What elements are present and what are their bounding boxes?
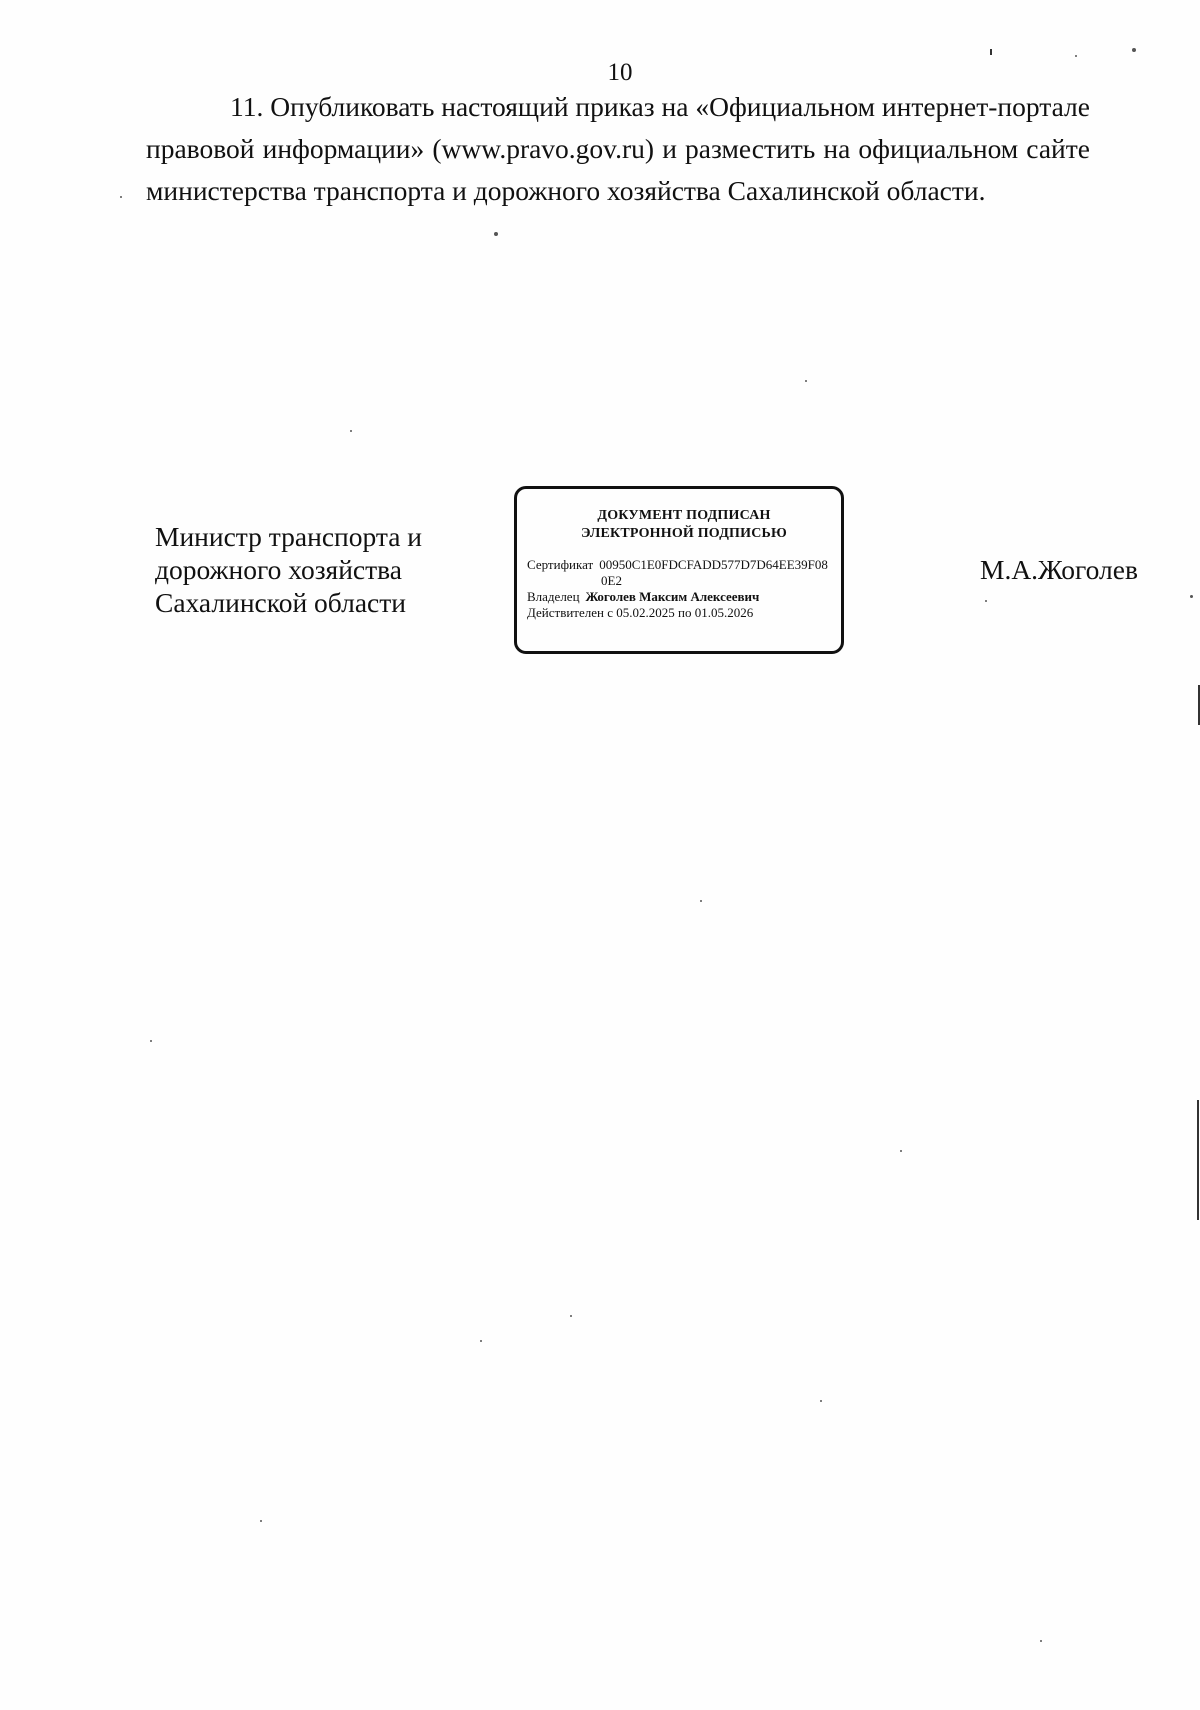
stamp-certificate-value-tail: 0E2 xyxy=(601,573,622,588)
stamp-owner-label: Владелец xyxy=(527,589,580,604)
electronic-signature-stamp xyxy=(514,486,844,654)
signer-title xyxy=(155,520,495,619)
stamp-validity: Действителен с 05.02.2025 по 01.05.2026 xyxy=(527,605,754,620)
signer-title-line: Сахалинской области xyxy=(155,587,406,618)
stamp-heading-line: ДОКУМЕНТ ПОДПИСАН xyxy=(597,508,771,523)
stamp-certificate xyxy=(527,557,831,573)
signer-title-line: дорожного хозяйства xyxy=(155,554,402,585)
stamp-owner-value: Жоголев Максим Алексеевич xyxy=(585,589,760,604)
page-number: 10 xyxy=(607,59,633,86)
signer-title-line: Министр транспорта и xyxy=(155,521,423,552)
stamp-certificate-label: Сертификат xyxy=(527,557,594,572)
stamp-heading-line: ЭЛЕКТРОННОЙ ПОДПИСЬЮ xyxy=(581,526,787,541)
paragraph-11: 11. Опубликовать настоящий приказ на «Официальном интернет-портале правовой информации» (www.pravo.gov.ru) и разместить на официальном сайте министерства транспорта и дорожного хозяйства Сахалинской области. xyxy=(146,91,1090,206)
signer-name: М.А.Жоголев xyxy=(980,554,1138,585)
stamp-owner xyxy=(527,589,831,605)
stamp-certificate-value: 00950C1E0FDCFADD577D7D64EE39F08 xyxy=(599,557,828,572)
